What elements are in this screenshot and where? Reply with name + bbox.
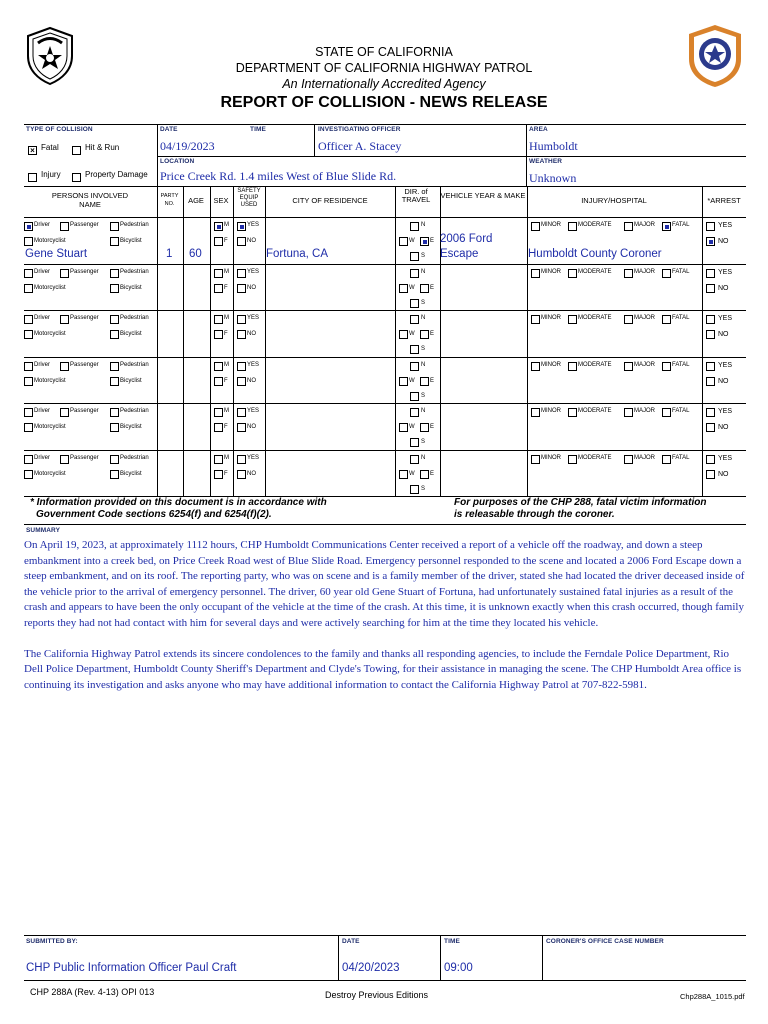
arrest-yes-checkbox[interactable] (706, 408, 715, 417)
safety-yes-label: YES (247, 408, 260, 414)
coroner-release-note-line2: is releasable through the coroner. (454, 509, 615, 520)
bicyclist-label: Bicyclist (120, 284, 142, 291)
driver-label: Driver (34, 361, 50, 368)
motorcyclist-checkbox[interactable] (24, 284, 33, 293)
file-name: Chp288A_1015.pdf (680, 992, 745, 1001)
dir-n-label: N (421, 222, 426, 228)
sex-f-label: F (224, 284, 228, 291)
motorcyclist-label: Motorcyclist (34, 331, 66, 337)
safety-yes-label: YES (247, 268, 260, 275)
dir-s-checkbox[interactable] (410, 392, 419, 401)
injury-label: Injury (41, 170, 61, 179)
injury-minor-label: MINOR (541, 361, 561, 368)
injury-major-checkbox[interactable] (624, 455, 633, 464)
safety-no-checkbox[interactable] (237, 237, 246, 246)
sex-f-checkbox[interactable] (214, 330, 223, 339)
dir-e-checkbox[interactable] (420, 377, 429, 386)
arrest-yes-checkbox[interactable] (706, 269, 715, 278)
table-header-rule (24, 217, 746, 218)
safety-no-label: NO (247, 238, 256, 244)
dir-e-label: E (430, 377, 435, 384)
sex-f-label: F (224, 331, 228, 337)
driver-checkbox[interactable] (24, 269, 33, 278)
bicyclist-checkbox[interactable] (110, 237, 119, 246)
injury-major-label: MAJOR (634, 268, 655, 275)
arrest-yes-label: YES (718, 268, 733, 276)
injury-fatal-label: FATAL (672, 454, 690, 461)
arrest-yes-label: YES (718, 361, 733, 369)
table-row-rule (24, 450, 746, 451)
motorcyclist-checkbox[interactable] (24, 423, 33, 432)
injury-moderate-checkbox[interactable] (568, 408, 577, 417)
safety-no-checkbox[interactable] (237, 284, 246, 293)
summary-paragraph-1: On April 19, 2023, at approximately 1112 hours, CHP Humboldt Communications Center received a report of a vehicle off the roadway, and down a steep embankment into a creek bed, on Price Creek Road west of Blue Slide Road. Emergency personnel responded to the scene and located a 2006 Ford Escape down a steep embankment, and on its roof. The reporting party, who was on scene and is a family member of the driver, stated she had located the driver deceased inside of the vehicle prior to the arrival of emergency personnel. The driver, 60 year old Gene Stuart of Fortuna, had unfortunately sustained fatal injuries as a result of the crash and appears to have been the only occupant of the vehicle at the time of the crash. At this time, it is unknown exactly when this crash occurred, though family reports they had not had contact with him for several days and were actively searching for him at the time they located his vehicle. (24, 539, 745, 629)
footer-date-label: DATE (342, 938, 360, 945)
driver-label: Driver (34, 408, 50, 414)
motorcyclist-label: Motorcyclist (34, 470, 66, 477)
driver-checkbox[interactable] (24, 455, 33, 464)
sex-f-checkbox[interactable] (214, 377, 223, 386)
dir-n-label: N (421, 268, 426, 275)
dir-e-label: E (430, 284, 435, 291)
dir-s-label: S (421, 346, 426, 352)
safety-yes-label: YES (247, 222, 260, 228)
arrest-no-checkbox[interactable] (706, 237, 715, 246)
injury-moderate-checkbox[interactable] (568, 315, 577, 324)
sex-f-checkbox[interactable] (214, 284, 223, 293)
injury-fatal-label: FATAL (672, 315, 690, 321)
coroner-release-note-line1: For purposes of the CHP 288, fatal victim information (454, 497, 707, 508)
pedestrian-label: Pedestrian (120, 268, 149, 275)
coroner-case-label: CORONER'S OFFICE CASE NUMBER (546, 938, 664, 945)
summary-paragraph-2: The California Highway Patrol extends its sincere condolences to the family and thanks all responding agencies, to include the Ferndale Police Department, Rio Dell Police Department, Humboldt County Sheriff's Department and Clyde's Towing, for their assistance in managing the scene. The CHP Humboldt Area office is continuing its investigation and asks anyone who may have additional information to contact the California Highway Patrol at 707-822-5981. (24, 647, 742, 691)
pedestrian-checkbox[interactable] (110, 408, 119, 417)
sex-f-label: F (224, 238, 228, 244)
weather-value: Unknown (529, 171, 577, 185)
safety-yes-checkbox[interactable] (237, 315, 246, 324)
arrest-yes-label: YES (718, 454, 733, 462)
hit-and-run-label: Hit & Run (85, 143, 120, 152)
header-vehicle: VEHICLE YEAR & MAKE (440, 191, 526, 200)
dir-n-checkbox[interactable] (410, 315, 419, 324)
arrest-no-label: NO (718, 331, 729, 338)
injury-checkbox[interactable] (28, 169, 37, 187)
arrest-yes-checkbox[interactable] (706, 362, 715, 371)
injury-major-checkbox[interactable] (624, 222, 633, 231)
vehicle-model: Escape (440, 248, 479, 260)
injury-moderate-label: MODERATE (578, 268, 612, 275)
passenger-label: Passenger (70, 454, 99, 461)
injury-major-label: MAJOR (634, 361, 655, 368)
arrest-yes-label: YES (718, 408, 733, 415)
sex-f-checkbox[interactable] (214, 470, 223, 479)
table-row-rule (24, 403, 746, 404)
injury-major-label: MAJOR (634, 315, 655, 321)
sex-m-label: M (224, 222, 229, 228)
safety-no-label: NO (247, 284, 256, 291)
safety-yes-checkbox[interactable] (237, 269, 246, 278)
sex-m-checkbox[interactable] (214, 315, 223, 324)
safety-yes-checkbox[interactable] (237, 362, 246, 371)
dir-w-checkbox[interactable] (399, 284, 408, 293)
motorcyclist-checkbox[interactable] (24, 470, 33, 479)
motorcyclist-checkbox[interactable] (24, 237, 33, 246)
header-safety: SAFETY EQUIP USED (237, 188, 261, 208)
summary-text (24, 538, 746, 708)
dir-w-label: W (409, 424, 415, 430)
safety-no-checkbox[interactable] (237, 377, 246, 386)
location-value: Price Creek Rd. 1.4 miles West of Blue Slide Rd. (160, 169, 397, 183)
arrest-no-checkbox[interactable] (706, 377, 715, 386)
arrest-no-checkbox[interactable] (706, 423, 715, 432)
arrest-no-label: NO (718, 284, 729, 292)
arrest-yes-checkbox[interactable] (706, 315, 715, 324)
injury-major-checkbox[interactable] (624, 362, 633, 371)
dir-w-checkbox[interactable] (399, 377, 408, 386)
injury-fatal-checkbox[interactable] (662, 222, 671, 231)
submitted-by-value: CHP Public Information Officer Paul Craft (26, 962, 237, 974)
dir-n-checkbox[interactable] (410, 408, 419, 417)
injury-moderate-label: MODERATE (578, 315, 612, 321)
location-label: LOCATION (160, 158, 195, 165)
motorcyclist-label: Motorcyclist (34, 424, 66, 430)
investigating-officer: Officer A. Stacey (318, 139, 402, 153)
fatal-label: Fatal (41, 143, 59, 152)
bicyclist-label: Bicyclist (120, 470, 142, 477)
hit-and-run-checkbox[interactable] (72, 142, 81, 160)
injury-major-checkbox[interactable] (624, 269, 633, 278)
dir-e-checkbox[interactable] (420, 330, 429, 339)
bicyclist-checkbox[interactable] (110, 470, 119, 479)
injury-moderate-label: MODERATE (578, 222, 612, 228)
dir-s-checkbox[interactable] (410, 299, 419, 308)
department-heading: DEPARTMENT OF CALIFORNIA HIGHWAY PATROL (235, 61, 533, 75)
dir-n-label: N (421, 315, 426, 321)
header-party: PARTY NO. (160, 193, 179, 207)
pedestrian-label: Pedestrian (120, 408, 149, 414)
safety-yes-label: YES (247, 315, 260, 321)
form-id: CHP 288A (Rev. 4-13) OPI 013 (30, 987, 155, 997)
passenger-label: Passenger (70, 222, 99, 228)
pedestrian-checkbox[interactable] (110, 455, 119, 464)
officer-label: INVESTIGATING OFFICER (318, 126, 401, 133)
header-injury: INJURY/HOSPITAL (581, 196, 647, 205)
safety-no-label: NO (247, 470, 256, 477)
safety-no-checkbox[interactable] (237, 423, 246, 432)
motorcyclist-label: Motorcyclist (34, 238, 66, 244)
table-row-rule (24, 310, 746, 311)
arrest-no-label: NO (718, 424, 729, 431)
safety-yes-checkbox[interactable] (237, 222, 246, 231)
driver-checkbox[interactable] (24, 362, 33, 371)
dir-s-label: S (421, 392, 426, 399)
pedestrian-checkbox[interactable] (110, 269, 119, 278)
dir-s-label: S (421, 485, 426, 492)
sex-f-label: F (224, 424, 228, 430)
injury-major-checkbox[interactable] (624, 315, 633, 324)
footer-time-value: 09:00 (444, 962, 473, 974)
injury-moderate-checkbox[interactable] (568, 455, 577, 464)
driver-checkbox[interactable] (24, 222, 33, 231)
state-heading: STATE OF CALIFORNIA (315, 45, 453, 59)
pedestrian-label: Pedestrian (120, 361, 149, 368)
dir-n-label: N (421, 361, 426, 368)
bicyclist-checkbox[interactable] (110, 423, 119, 432)
dir-n-checkbox[interactable] (410, 269, 419, 278)
dir-n-label: N (421, 454, 426, 461)
dir-e-label: E (430, 238, 435, 244)
pedestrian-label: Pedestrian (120, 454, 149, 461)
area-label: AREA (529, 126, 548, 133)
bicyclist-label: Bicyclist (120, 238, 142, 244)
injury-minor-checkbox[interactable] (531, 455, 540, 464)
passenger-label: Passenger (70, 268, 99, 275)
dir-w-checkbox[interactable] (399, 237, 408, 246)
injury-moderate-label: MODERATE (578, 361, 612, 368)
driver-checkbox[interactable] (24, 315, 33, 324)
passenger-checkbox[interactable] (60, 408, 69, 417)
arrest-no-checkbox[interactable] (706, 284, 715, 293)
injury-minor-checkbox[interactable] (531, 315, 540, 324)
injury-moderate-checkbox[interactable] (568, 269, 577, 278)
passenger-label: Passenger (70, 361, 99, 368)
arrest-yes-checkbox[interactable] (706, 455, 715, 464)
dir-e-label: E (430, 424, 435, 430)
arrest-no-label: NO (718, 238, 729, 245)
injury-fatal-checkbox[interactable] (662, 408, 671, 417)
arrest-yes-label: YES (718, 222, 733, 229)
injury-moderate-label: MODERATE (578, 408, 612, 414)
passenger-checkbox[interactable] (60, 455, 69, 464)
dir-n-label: N (421, 408, 426, 414)
injury-minor-label: MINOR (541, 315, 561, 321)
injury-minor-label: MINOR (541, 268, 561, 275)
dir-w-label: W (409, 470, 415, 477)
table-row-rule (24, 357, 746, 358)
safety-no-label: NO (247, 424, 256, 430)
sex-m-checkbox[interactable] (214, 408, 223, 417)
safety-yes-checkbox[interactable] (237, 455, 246, 464)
injury-major-label: MAJOR (634, 222, 655, 228)
person-age: 60 (189, 248, 202, 260)
header-dir: DIR. of TRAVEL (401, 187, 431, 204)
pedestrian-label: Pedestrian (120, 222, 149, 228)
dir-w-checkbox[interactable] (399, 330, 408, 339)
city-of-residence: Fortuna, CA (266, 248, 328, 260)
driver-checkbox[interactable] (24, 408, 33, 417)
sex-m-label: M (224, 315, 229, 321)
arrest-no-label: NO (718, 377, 729, 385)
date-label: DATE (160, 126, 178, 133)
arrest-no-label: NO (718, 470, 729, 478)
header-persons: PERSONS INVOLVED NAME (51, 191, 129, 209)
table-row-rule (24, 264, 746, 265)
dir-n-checkbox[interactable] (410, 362, 419, 371)
injury-fatal-checkbox[interactable] (662, 455, 671, 464)
footer-time-label: TIME (444, 938, 460, 945)
injury-hospital: Humboldt County Coroner (528, 248, 662, 260)
sex-f-checkbox[interactable] (214, 237, 223, 246)
injury-fatal-label: FATAL (672, 408, 690, 414)
dir-s-checkbox[interactable] (410, 345, 419, 354)
dir-s-checkbox[interactable] (410, 438, 419, 447)
dir-w-label: W (409, 284, 415, 291)
safety-no-checkbox[interactable] (237, 470, 246, 479)
driver-label: Driver (34, 315, 50, 321)
dir-n-checkbox[interactable] (410, 455, 419, 464)
header-city: CITY OF RESIDENCE (292, 196, 368, 205)
government-code-note (30, 497, 327, 521)
weather-label: WEATHER (529, 158, 563, 165)
driver-label: Driver (34, 454, 50, 461)
sex-f-label: F (224, 470, 228, 477)
driver-label: Driver (34, 268, 50, 275)
sex-m-checkbox[interactable] (214, 269, 223, 278)
property-damage-label: Property Damage (85, 170, 148, 179)
coroner-release-note (454, 497, 706, 521)
bicyclist-checkbox[interactable] (110, 330, 119, 339)
header-age: AGE (188, 196, 204, 205)
passenger-label: Passenger (70, 408, 99, 414)
injury-minor-label: MINOR (541, 408, 561, 414)
area-value: Humboldt (529, 139, 578, 153)
agency-tagline: An Internationally Accredited Agency (282, 77, 486, 91)
bicyclist-label: Bicyclist (120, 424, 142, 430)
bicyclist-checkbox[interactable] (110, 377, 119, 386)
dir-e-label: E (430, 331, 435, 337)
dir-s-label: S (421, 253, 426, 259)
safety-yes-checkbox[interactable] (237, 408, 246, 417)
passenger-checkbox[interactable] (60, 362, 69, 371)
injury-fatal-label: FATAL (672, 268, 690, 275)
sex-m-label: M (224, 361, 229, 368)
injury-minor-checkbox[interactable] (531, 269, 540, 278)
safety-yes-label: YES (247, 361, 260, 368)
motorcyclist-checkbox[interactable] (24, 377, 33, 386)
type-of-collision-label: TYPE OF COLLISION (26, 126, 93, 133)
sex-m-label: M (224, 268, 229, 275)
fatal-checkbox[interactable]: × (28, 142, 37, 160)
dir-s-checkbox[interactable] (410, 252, 419, 261)
injury-minor-checkbox[interactable] (531, 408, 540, 417)
motorcyclist-label: Motorcyclist (34, 284, 66, 291)
injury-minor-checkbox[interactable] (531, 222, 540, 231)
vehicle-year-make: 2006 Ford (440, 233, 493, 245)
sex-f-label: F (224, 377, 228, 384)
government-code-note-line1: * Information provided on this document is in accordance with (30, 497, 327, 508)
report-title: REPORT OF COLLISION - NEWS RELEASE (220, 94, 548, 111)
dir-s-label: S (421, 299, 426, 306)
arrest-no-checkbox[interactable] (706, 470, 715, 479)
pedestrian-checkbox[interactable] (110, 362, 119, 371)
sex-m-checkbox[interactable] (214, 455, 223, 464)
injury-minor-label: MINOR (541, 222, 561, 228)
safety-no-label: NO (247, 331, 256, 337)
sex-m-label: M (224, 408, 229, 414)
injury-moderate-checkbox[interactable] (568, 362, 577, 371)
dir-e-checkbox[interactable] (420, 470, 429, 479)
sex-m-checkbox[interactable] (214, 362, 223, 371)
injury-minor-checkbox[interactable] (531, 362, 540, 371)
passenger-checkbox[interactable] (60, 222, 69, 231)
summary-label: SUMMARY (26, 527, 61, 534)
injury-fatal-checkbox[interactable] (662, 362, 671, 371)
collision-date: 04/19/2023 (160, 139, 215, 153)
passenger-checkbox[interactable] (60, 315, 69, 324)
dir-e-checkbox[interactable] (420, 284, 429, 293)
injury-major-label: MAJOR (634, 408, 655, 414)
dir-e-checkbox[interactable] (420, 423, 429, 432)
injury-fatal-checkbox[interactable] (662, 315, 671, 324)
footer-date-value: 04/20/2023 (342, 962, 400, 974)
injury-fatal-checkbox[interactable] (662, 269, 671, 278)
property-damage-checkbox[interactable] (72, 169, 81, 187)
safety-no-label: NO (247, 377, 256, 384)
time-label: TIME (250, 126, 266, 133)
header-arrest: *ARREST (707, 196, 741, 205)
safety-yes-label: YES (247, 454, 260, 461)
bicyclist-checkbox[interactable] (110, 284, 119, 293)
arrest-no-checkbox[interactable] (706, 330, 715, 339)
dir-w-checkbox[interactable] (399, 423, 408, 432)
passenger-label: Passenger (70, 315, 99, 321)
injury-minor-label: MINOR (541, 454, 561, 461)
safety-no-checkbox[interactable] (237, 330, 246, 339)
injury-major-checkbox[interactable] (624, 408, 633, 417)
pedestrian-checkbox[interactable] (110, 315, 119, 324)
sex-m-label: M (224, 454, 229, 461)
dir-e-checkbox[interactable] (420, 237, 429, 246)
arrest-yes-checkbox[interactable] (706, 222, 715, 231)
sex-m-checkbox[interactable] (214, 222, 223, 231)
dir-w-label: W (409, 331, 415, 337)
driver-label: Driver (34, 222, 50, 228)
injury-moderate-checkbox[interactable] (568, 222, 577, 231)
party-number: 1 (166, 248, 173, 260)
dir-w-label: W (409, 238, 415, 244)
pedestrian-label: Pedestrian (120, 315, 149, 321)
dir-s-label: S (421, 439, 426, 445)
destroy-note: Destroy Previous Editions (325, 990, 429, 1000)
passenger-checkbox[interactable] (60, 269, 69, 278)
injury-major-label: MAJOR (634, 454, 655, 461)
motorcyclist-label: Motorcyclist (34, 377, 66, 384)
injury-fatal-label: FATAL (672, 222, 690, 228)
bicyclist-label: Bicyclist (120, 377, 142, 384)
person-name: Gene Stuart (25, 248, 88, 260)
bicyclist-label: Bicyclist (120, 331, 142, 337)
dir-s-checkbox[interactable] (410, 485, 419, 494)
sex-f-checkbox[interactable] (214, 423, 223, 432)
government-code-note-line2: Government Code sections 6254(f) and 6254(f)(2). (36, 509, 272, 520)
dir-n-checkbox[interactable] (410, 222, 419, 231)
submitted-by-label: SUBMITTED BY: (26, 938, 78, 945)
arrest-yes-label: YES (718, 315, 733, 322)
motorcyclist-checkbox[interactable] (24, 330, 33, 339)
dir-w-label: W (409, 377, 415, 384)
injury-fatal-label: FATAL (672, 361, 690, 368)
header-sex: SEX (213, 196, 229, 205)
pedestrian-checkbox[interactable] (110, 222, 119, 231)
dir-e-label: E (430, 470, 435, 477)
injury-moderate-label: MODERATE (578, 454, 612, 461)
dir-w-checkbox[interactable] (399, 470, 408, 479)
